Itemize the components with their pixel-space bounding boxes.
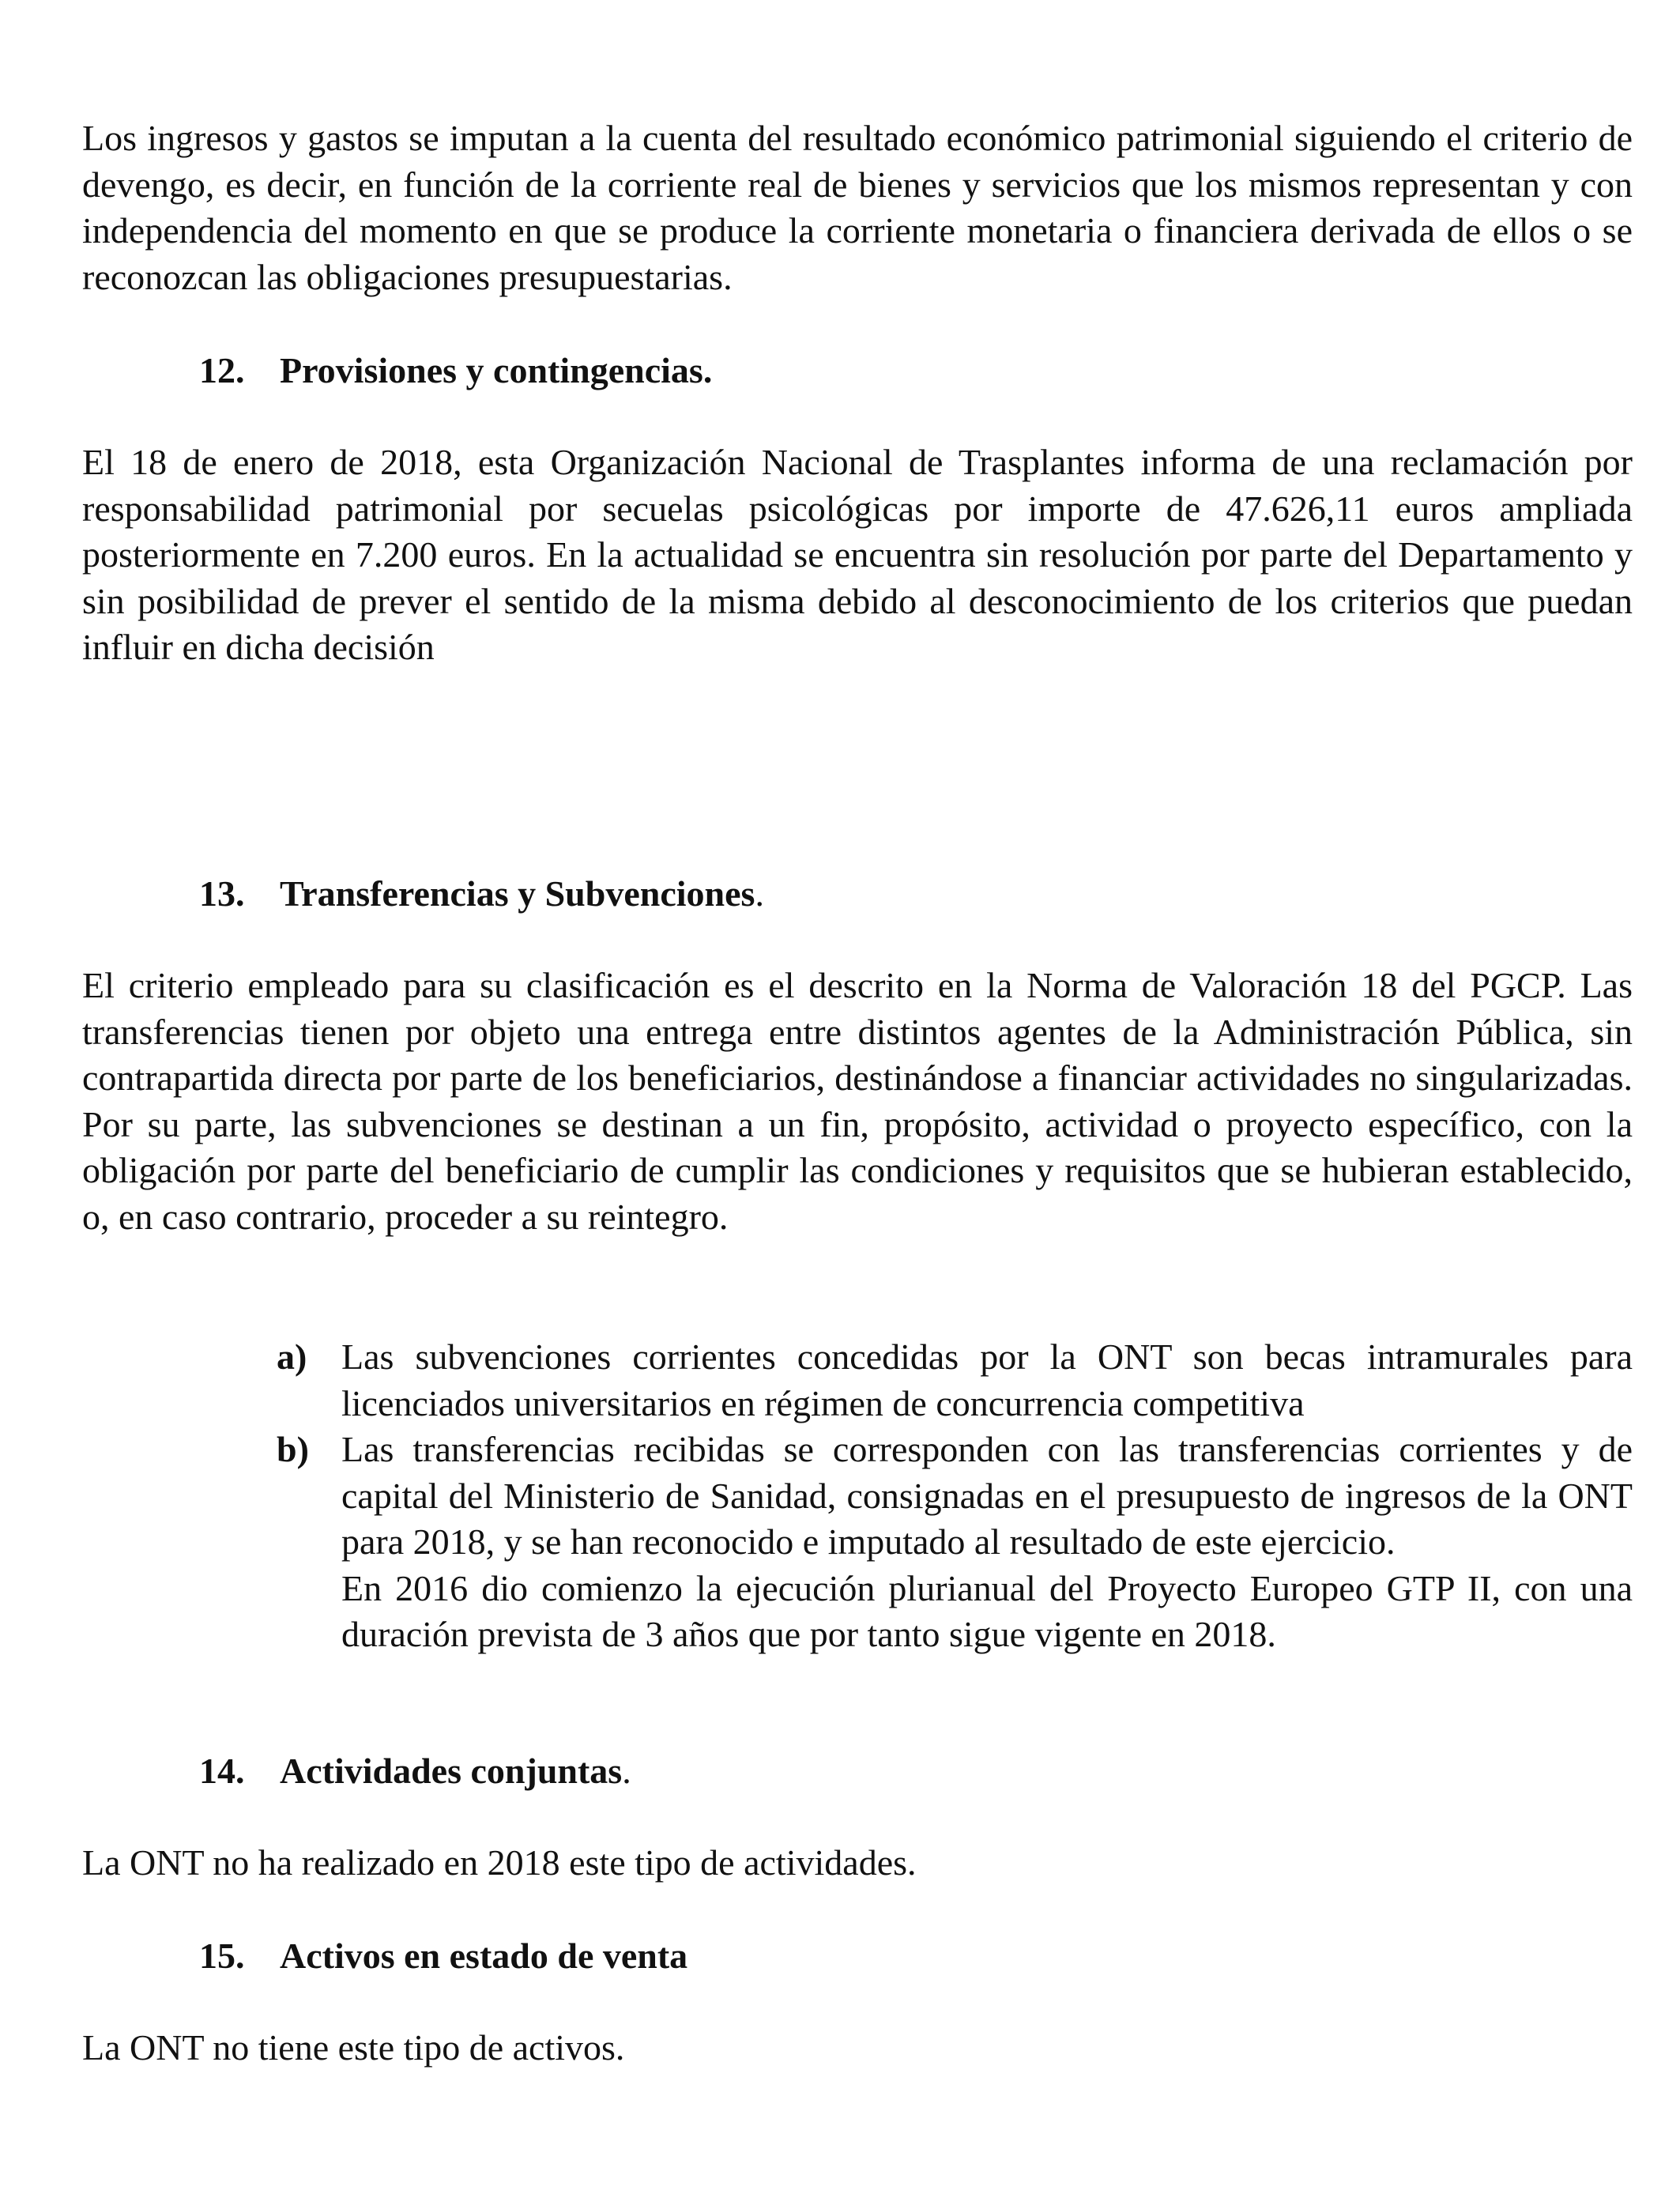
list-item-a-text: Las subvenciones corrientes concedidas por la ONT son becas intramurales para licenciados universitarios en régimen de concurrencia competitiva <box>341 1336 1633 1423</box>
list-item-b-text-continued: En 2016 dio comienzo la ejecución plurianual del Proyecto Europeo GTP II, con una duración prevista de 3 años que por tanto sigue vigente en 2018. <box>341 1567 1633 1654</box>
section-12-paragraph: El 18 de enero de 2018, esta Organización Nacional de Trasplantes informa de una reclamación por responsabilidad patrimonial por secuelas psicológicas por importe de 47.626,11 euros ampliada posteriormente en 7.200 euros. En la actualidad se encuentra sin resolución por parte del Departamento y sin posibilidad de prever el sentido de la misma debido al desconocimiento de los criterios que puedan influir en dicha decisión <box>82 442 1633 667</box>
section-14-number: 14. <box>199 1751 245 1791</box>
section-15-paragraph: La ONT no tiene este tipo de activos. <box>82 2027 625 2068</box>
section-12-title: Provisiones y contingencias. <box>280 350 713 390</box>
list-item-b-text: Las transferencias recibidas se corresponden con las transferencias corrientes y de capital del Ministerio de Sanidad, consignadas en el presupuesto de ingresos de la ONT para 2018, y se han reconocido e imputado al resultado de este ejercicio. <box>341 1429 1633 1562</box>
list-marker-a: a) <box>277 1336 307 1377</box>
section-14-heading <box>199 1748 631 1794</box>
section-13-paragraph: El criterio empleado para su clasificación es el descrito en la Norma de Valoración 18 del PGCP. Las transferencias tienen por objeto una entrega entre distintos agentes de la Administración Pública, sin contrapartida directa por parte de los beneficiarios, destinándose a financiar actividades no singularizadas. Por su parte, las subvenciones se destinan a un fin, propósito, actividad o proyecto específico, con la obligación por parte del beneficiario de cumplir las condiciones y requisitos que se hubieran establecido, o, en caso contrario, proceder a su reintegro. <box>82 965 1633 1237</box>
section-12-heading <box>199 348 712 394</box>
section-13-number: 13. <box>199 873 245 914</box>
section-15-number: 15. <box>199 1936 245 1976</box>
list-marker-b: b) <box>277 1429 309 1469</box>
section-13-title-suffix: . <box>755 873 764 914</box>
section-14-paragraph: La ONT no ha realizado en 2018 este tipo de actividades. <box>82 1842 917 1883</box>
section-15-heading <box>199 1933 687 1979</box>
section-14-title-suffix: . <box>622 1751 631 1791</box>
list-item-b <box>277 1427 1633 1658</box>
section-14-title: Actividades conjuntas <box>280 1751 623 1791</box>
section-12-number: 12. <box>199 350 245 390</box>
list-item-a <box>277 1334 1633 1427</box>
section-13-heading <box>199 871 764 917</box>
intro-paragraph: Los ingresos y gastos se imputan a la cuenta del resultado económico patrimonial siguiendo el criterio de devengo, es decir, en función de la corriente real de bienes y servicios que los mismos representan y con independencia del momento en que se produce la corriente monetaria o financiera derivada de ellos o se reconozcan las obligaciones presupuestarias. <box>82 118 1633 297</box>
section-13-title: Transferencias y Subvenciones <box>280 873 755 914</box>
section-15-title: Activos en estado de venta <box>280 1936 688 1976</box>
